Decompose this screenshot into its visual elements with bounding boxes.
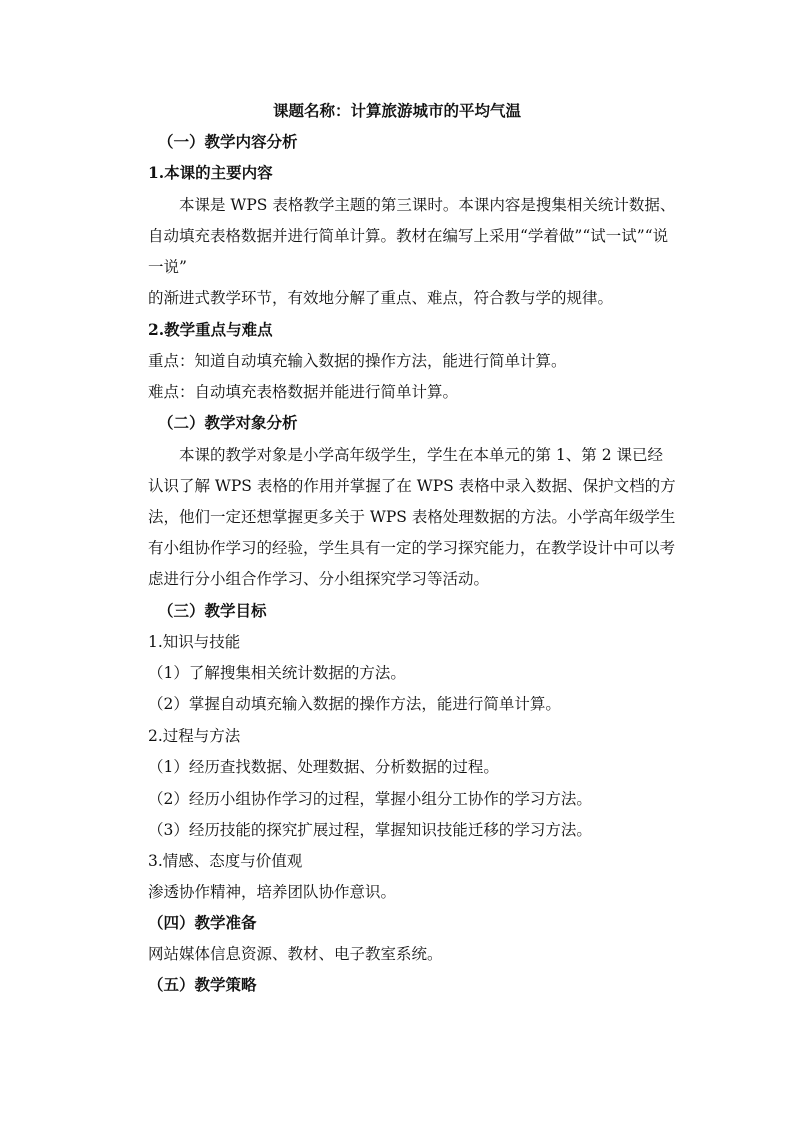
- objective-2-heading: 2.过程与方法: [148, 727, 241, 745]
- paragraph-main-content-cont: 的渐进式教学环节，有效地分解了重点、难点，符合教与学的规律。: [148, 289, 614, 307]
- objective-3-heading: 3.情感、态度与价值观: [148, 852, 303, 870]
- section-heading-student-analysis: （二）教学对象分析: [158, 413, 298, 432]
- objective-1a: （1）了解搜集相关统计数据的方法。: [148, 664, 406, 682]
- objective-2c: （3）经历技能的探究扩展过程，掌握知识技能迁移的学习方法。: [148, 821, 592, 839]
- section-heading-objectives: （三）教学目标: [158, 601, 267, 620]
- preparation-text: 网站媒体信息资源、教材、电子教室系统。: [148, 945, 443, 963]
- section-heading-strategy: （五）教学策略: [148, 975, 257, 994]
- objective-2b: （2）经历小组协作学习的过程，掌握小组分工协作的学习方法。: [148, 790, 592, 808]
- lesson-title: 课题名称：计算旅游城市的平均气温: [272, 101, 521, 120]
- subheading-main-content: 1.本课的主要内容: [148, 163, 273, 182]
- section-heading-content-analysis: （一）教学内容分析: [158, 132, 298, 151]
- objective-3a: 渗透协作精神，培养团队协作意识。: [148, 883, 397, 901]
- subheading-key-points: 2.教学重点与难点: [148, 320, 273, 339]
- key-point-text: 重点：知道自动填充输入数据的操作方法，能进行简单计算。: [148, 352, 567, 370]
- section-heading-preparation: （四）教学准备: [148, 913, 257, 932]
- objective-2a: （1）经历查找数据、处理数据、分析数据的过程。: [148, 758, 499, 776]
- paragraph-student-analysis: 本课的教学对象是小学高年级学生，学生在本单元的第 1、第 2 课已经认识了解 WPS 表格的作用并掌握了在 WPS 表格中录入数据、保护文档的方法，他们一定还想掌握更多关于 WPS 表格处理数据的方法。小学高年级学生有小组协作学习的经验，学生具有一定的学习探究能力，在教学设计中可以考虑进行分小组合作学习、分小组探究学习等活动。: [148, 446, 676, 588]
- paragraph-main-content: 本课是 WPS 表格教学主题的第三课时。本课内容是搜集相关统计数据、自动填充表格数据并进行简单计算。教材在编写上采用“学着做”“试一试”“说一说”: [148, 196, 676, 276]
- difficult-point-text: 难点：自动填充表格数据并能进行简单计算。: [148, 383, 459, 401]
- objective-1-heading: 1.知识与技能: [148, 633, 241, 651]
- objective-1b: （2）掌握自动填充输入数据的操作方法，能进行简单计算。: [148, 695, 561, 713]
